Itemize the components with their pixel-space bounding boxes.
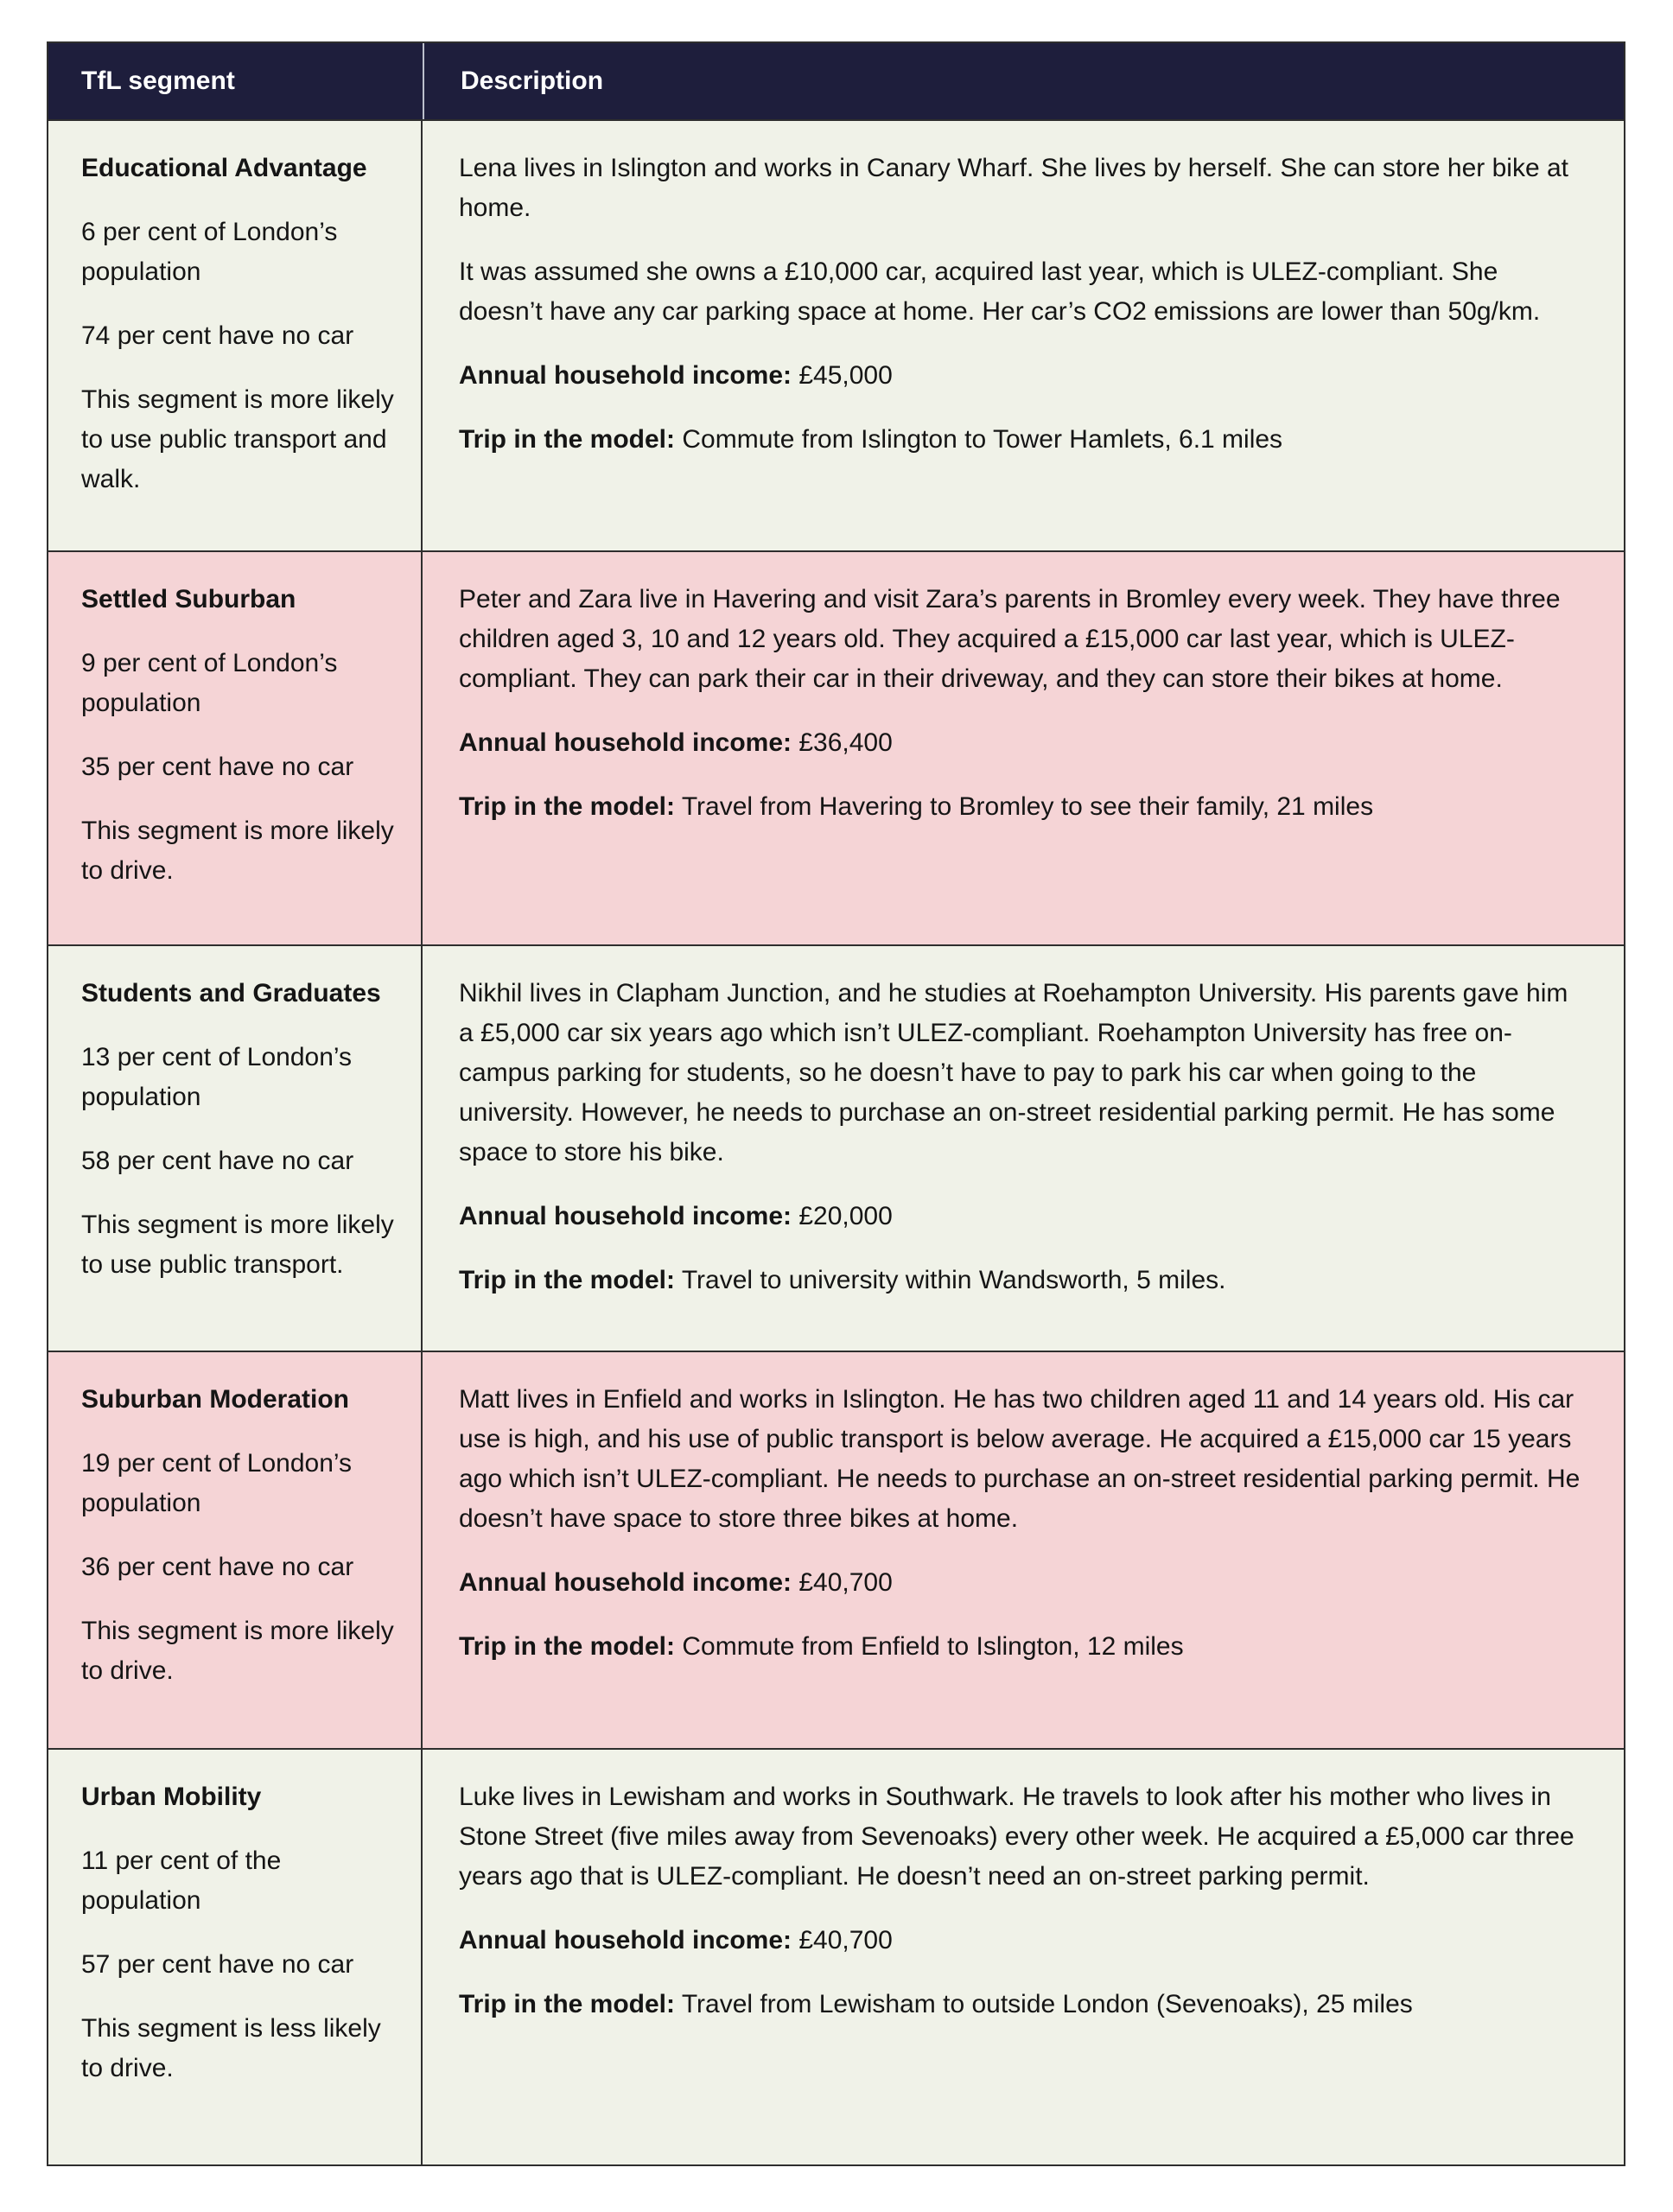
trip-value: Travel to university within Wandsworth, 5 miles. bbox=[681, 1266, 1226, 1294]
segment-stat: 36 per cent have no car bbox=[81, 1553, 354, 1581]
segment-cell bbox=[48, 552, 423, 944]
trip-label: Trip in the model: bbox=[459, 792, 676, 821]
segment-stat: This segment is more likely to use public transport. bbox=[81, 1211, 394, 1279]
trip-label: Trip in the model: bbox=[459, 425, 676, 454]
income-line bbox=[459, 723, 1582, 763]
trip-line bbox=[459, 787, 1582, 827]
income-label: Annual household income: bbox=[459, 1568, 792, 1597]
segment-stat: 6 per cent of London’s population bbox=[81, 218, 338, 286]
segment-cell bbox=[48, 1750, 423, 2164]
trip-value: Commute from Enfield to Islington, 12 miles bbox=[682, 1632, 1184, 1661]
income-label: Annual household income: bbox=[459, 1202, 792, 1230]
header-cell-tfl-segment: TfL segment bbox=[81, 67, 235, 95]
tfl-segments-table bbox=[47, 41, 1625, 2166]
income-label: Annual household income: bbox=[459, 1926, 792, 1955]
trip-label: Trip in the model: bbox=[459, 1632, 676, 1661]
segment-cell bbox=[48, 946, 423, 1351]
trip-line bbox=[459, 420, 1582, 460]
description-cell bbox=[423, 946, 1624, 1351]
table-row-settled-suburban bbox=[48, 550, 1624, 944]
trip-value: Travel from Havering to Bromley to see their family, 21 miles bbox=[681, 792, 1374, 821]
description-paragraph: Lena lives in Islington and works in Canary Wharf. She lives by herself. She can store her bike at home. bbox=[459, 154, 1568, 222]
description-paragraph: It was assumed she owns a £10,000 car, acquired last year, which is ULEZ-compliant. She doesn’t have any car parking space at home. Her car’s CO2 emissions are lower than 50g/km. bbox=[459, 257, 1541, 326]
trip-line bbox=[459, 1627, 1582, 1667]
description-paragraph: Peter and Zara live in Havering and visit Zara’s parents in Bromley every week. They have three children aged 3, 10 and 12 years old. They acquired a £15,000 car last year, which is ULEZ-compliant. They can park their car in their driveway, and they can store their bikes at home. bbox=[459, 585, 1561, 693]
table-row-urban-mobility bbox=[48, 1748, 1624, 2164]
segment-stat: This segment is less likely to drive. bbox=[81, 2014, 381, 2082]
segment-stat: 74 per cent have no car bbox=[81, 321, 354, 350]
segment-name: Educational Advantage bbox=[81, 154, 367, 182]
income-line bbox=[459, 1197, 1582, 1236]
trip-label: Trip in the model: bbox=[459, 1990, 676, 2018]
table-row-suburban-moderation bbox=[48, 1351, 1624, 1748]
trip-line bbox=[459, 1261, 1582, 1300]
trip-value: Commute from Islington to Tower Hamlets, 6.1 miles bbox=[682, 425, 1283, 454]
description-cell bbox=[423, 1352, 1624, 1748]
income-line bbox=[459, 356, 1582, 396]
description-paragraph: Luke lives in Lewisham and works in Southwark. He travels to look after his mother who lives in Stone Street (five miles away from Sevenoaks) every other week. He acquired a £5,000 car three years ago that is ULEZ-compliant. He doesn’t need an on-street parking permit. bbox=[459, 1783, 1574, 1891]
trip-value: Travel from Lewisham to outside London (Sevenoaks), 25 miles bbox=[681, 1990, 1413, 2018]
segment-name: Students and Graduates bbox=[81, 979, 381, 1007]
segment-stat: This segment is more likely to use public transport and walk. bbox=[81, 385, 394, 493]
income-line bbox=[459, 1563, 1582, 1603]
table-header-row bbox=[48, 43, 1624, 119]
header-cell-description: Description bbox=[423, 43, 1624, 119]
segment-name: Urban Mobility bbox=[81, 1783, 262, 1811]
segment-stat: 57 per cent have no car bbox=[81, 1950, 354, 1979]
description-cell bbox=[423, 1750, 1624, 2164]
segment-stat: 19 per cent of London’s population bbox=[81, 1449, 353, 1517]
trip-label: Trip in the model: bbox=[459, 1266, 676, 1294]
segment-stat: 9 per cent of London’s population bbox=[81, 649, 338, 717]
segment-name: Settled Suburban bbox=[81, 585, 296, 613]
segment-cell bbox=[48, 121, 423, 550]
income-label: Annual household income: bbox=[459, 728, 792, 757]
segment-stat: This segment is more likely to drive. bbox=[81, 1617, 394, 1685]
income-line bbox=[459, 1921, 1582, 1961]
income-value: £20,000 bbox=[798, 1202, 893, 1230]
segment-stat: 13 per cent of London’s population bbox=[81, 1043, 353, 1111]
segment-name: Suburban Moderation bbox=[81, 1385, 349, 1414]
table-row-educational-advantage bbox=[48, 119, 1624, 550]
description-paragraph: Nikhil lives in Clapham Junction, and he studies at Roehampton University. His parents gave him a £5,000 car six years ago which isn’t ULEZ-compliant. Roehampton University has free on-campus parking for students, so he doesn’t have to pay to park his car when going to the university. However, he needs to purchase an on-street residential parking permit. He has some space to store his bike. bbox=[459, 979, 1568, 1166]
income-value: £36,400 bbox=[798, 728, 893, 757]
segment-stat: This segment is more likely to drive. bbox=[81, 817, 394, 885]
table-row-students-and-graduates bbox=[48, 944, 1624, 1351]
segment-stat: 11 per cent of the population bbox=[81, 1847, 282, 1915]
description-cell bbox=[423, 121, 1624, 550]
segment-stat: 58 per cent have no car bbox=[81, 1147, 354, 1175]
income-label: Annual household income: bbox=[459, 361, 792, 390]
segment-stat: 35 per cent have no car bbox=[81, 753, 354, 781]
description-cell bbox=[423, 552, 1624, 944]
segment-cell bbox=[48, 1352, 423, 1748]
income-value: £45,000 bbox=[798, 361, 893, 390]
income-value: £40,700 bbox=[798, 1926, 893, 1955]
trip-line bbox=[459, 1985, 1582, 2024]
description-paragraph: Matt lives in Enfield and works in Islington. He has two children aged 11 and 14 years old. His car use is high, and his use of public transport is below average. He acquired a £15,000 car 15 years ago which isn’t ULEZ-compliant. He needs to purchase an on-street residential parking permit. He doesn’t have space to store three bikes at home. bbox=[459, 1385, 1581, 1533]
income-value: £40,700 bbox=[798, 1568, 893, 1597]
